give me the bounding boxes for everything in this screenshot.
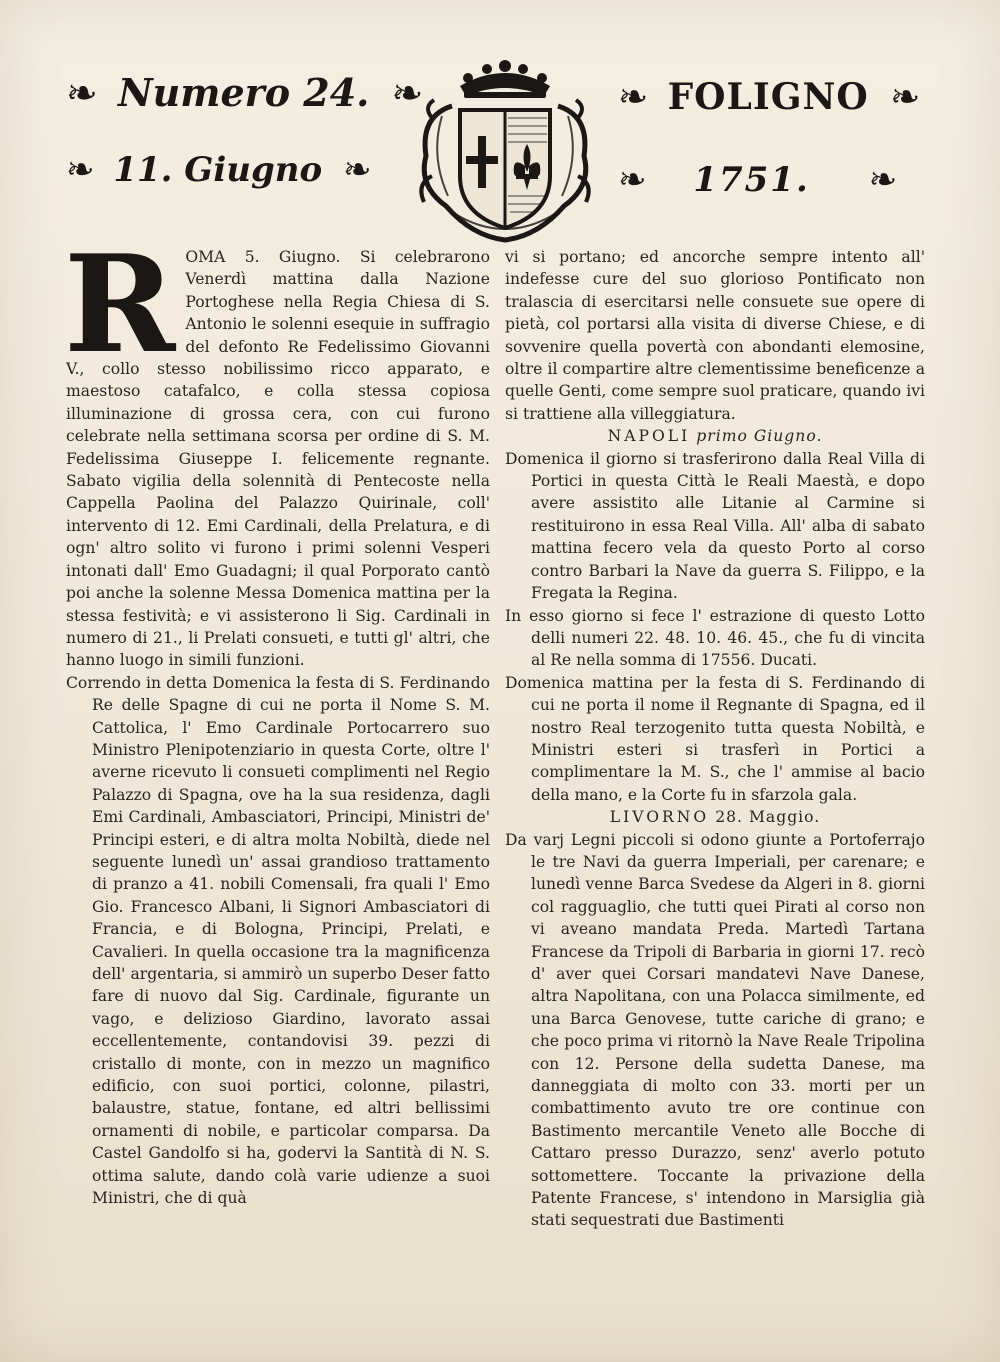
drop-cap: R bbox=[64, 225, 176, 383]
livorno-news-paragraph: Da varj Legni piccoli si odono giunte a Portoferrajo le tre Navi da guerra Imperiali, per carenare; e lunedì venne Barca Svedese da Algeri in 8. giorni col ragguaglio, che tutti quei Pirati al corso non vi aveano mandata Preda. Martedì Tartana Francese da Tripoli di Barbaria in giorni 17. recò d' aver quei Corsari mandatevi Nave Danese, altra Napolitana, con una Polacca similmente, ed una Barca Genovese, tutte cariche di grano; e che poco prima vi ritornò la Nave Reale Tripolina con 12. Persone della sudetta Danese, ma danneggiata di molto con 33. morti per un combattimento avuto tre ore continue con Bastimento mercantile Veneto alle Bocche di Cattaro presso Durazzo, senz' averlo potuto sottomettere. Toccante la privazione della Patente Francese, s' intendono in Marsiglia già stati sequestrati due Bastimenti bbox=[505, 830, 925, 1230]
coat-of-arms-icon bbox=[412, 56, 598, 246]
roma-news-paragraph: Correndo in detta Domenica la festa di S. Ferdinando Re delle Spagne di cui ne porta il Nome S. M. Cattolica, l' Emo Cardinale Portocarrero suo Ministro Plenipotenziario in questa Corte, oltre l' averne ricevuto li consueti complimenti nel Regio Palazzo di Spagna, ove ha la sua residenza, dagli Emi Cardinali, Ambasciatori, Principi, Ministri de' Principi esteri, e di altra molta Nobiltà, diede nel seguente lunedì un' assai grandioso trattamento di pranzo a 41. nobili Comensali, fra quali l' Emo Gio. Francesco Albani, li Signori Ambasciatori di Francia, e di Bologna, Principi, Prelati, e Cavalieri. In quella occasione tra la magnificenza dell' argentaria, si ammirò un superbo Deser fatto fare di nuovo dal Sig. Cardinale, figurante un vago, e delizioso Giardino, lavorato assai eccellentemente, contandovisi 39. pezzi di cristallo di monte, con in mezzo un magnifico edificio, con suoi portici, colonne, pilastri, balaustre, statue, fontane, ed altri bellissimi ornamenti di nobile, e particolar comparsa. Da Castel Gandolfo si ha, godervi la Santità di N. S. ottima salute, dando colà varie udienze a suoi Ministri, che di quà bbox=[66, 673, 490, 1208]
napoli-date: primo Giugno. bbox=[696, 427, 823, 446]
right-column bbox=[505, 246, 925, 1232]
city-title bbox=[618, 76, 918, 118]
livorno-date: 28. Maggio. bbox=[715, 808, 821, 827]
livorno-heading bbox=[505, 806, 925, 828]
roma-news-paragraph: OMA 5. Giugno. Si celebrarono Venerdì mattina dalla Nazione Portoghese nella Regia Chiesa di S. Antonio le solenni esequie in suffragio del defonto Re Fedelissimo Giovanni V., collo stesso nobilissimo ricco apparato, e maestoso catafalco, e colla stessa copiosa illuminazione di grossa cera, con cui furono celebrate nella settimana scorsa per ordine di S. M. Fedelissima Giuseppe I. felicemente regnante. Sabato vigilia della solennità di Pentecoste nella Cappella Paolina del Palazzo Quirinale, coll' intervento di 12. Emi Cardinali, della Prelatura, e di ogn' altro solito vi furono i primi solenni Vesperi intonati dall' Emo Guadagni; il qual Porporato cantò poi anche la solenne Messa Domenica mattina per la stessa festività; e vi assisterono li Sig. Cardinali in numero di 21., li Prelati consueti, e tutti gl' altri, che hanno luogo in simili funzioni. bbox=[66, 248, 490, 670]
napoli-news-paragraph: Domenica mattina per la festa di S. Ferdinando di cui ne porta il nome il Regnante di Spagna, ed il nostro Real terzogenito tutta questa Nobiltà, e Ministri esteri si trasferì in Portici a complimentare la M. S., che l' ammise al bacio della mano, e la Corte fu in sfarzola gala. bbox=[505, 673, 925, 804]
fleuron-ornament-icon: ❧ bbox=[618, 160, 645, 200]
fleuron-ornament-icon: ❧ bbox=[890, 77, 919, 118]
issue-date bbox=[66, 150, 369, 190]
city-title-label: FOLIGNO bbox=[667, 76, 869, 118]
livorno-city: LIVORNO bbox=[609, 808, 710, 827]
fleuron-ornament-icon: ❧ bbox=[868, 160, 896, 200]
fleuron-ornament-icon: ❧ bbox=[66, 150, 93, 190]
issue-year bbox=[618, 160, 895, 200]
fleuron-ornament-icon: ❧ bbox=[391, 71, 422, 115]
napoli-news-paragraph: In esso giorno si fece l' estrazione di questo Lotto delli numeri 22. 48. 10. 46. 45., che fu di vincita al Re nella somma di 17556. Ducati. bbox=[505, 606, 925, 670]
issue-number bbox=[66, 70, 421, 115]
issue-date-label: 11. Giugno bbox=[113, 150, 323, 190]
napoli-heading bbox=[505, 425, 925, 447]
fleuron-ornament-icon: ❧ bbox=[66, 71, 96, 115]
left-column bbox=[64, 225, 490, 1209]
fleuron-ornament-icon: ❧ bbox=[342, 150, 370, 190]
napoli-city: NAPOLI bbox=[607, 427, 691, 446]
fleuron-ornament-icon: ❧ bbox=[618, 77, 647, 118]
issue-year-label: 1751. bbox=[693, 160, 810, 200]
napoli-news-paragraph: Domenica il giorno si trasferirono dalla Real Villa di Portici in questa Città le Reali Maestà, e dopo avere assistito alle Litanie al Carmine si restituirono in essa Real Villa. All' alba di sabato mattina fecero vela da questo Porto al corso contro Barbari la Nave da guerra S. Filippo, e la Fregata la Regina. bbox=[505, 449, 925, 603]
crown-icon bbox=[460, 60, 550, 98]
roma-continuation-paragraph: vi si portano; ed ancorche sempre intento all' indefesse cure del suo glorioso Pontificato non tralascia di esercitarsi nelle consuete sue opere di pietà, col portarsi alla visita di diverse Chiese, e di sovvenire quella povertà con abondanti elemosine, oltre il compartire altre clementissime beneficenze a quelle Genti, come sempre suol praticare, quando ivi si trattiene alla villeggiatura. bbox=[505, 248, 925, 423]
issue-number-label: Numero 24. bbox=[117, 70, 370, 115]
